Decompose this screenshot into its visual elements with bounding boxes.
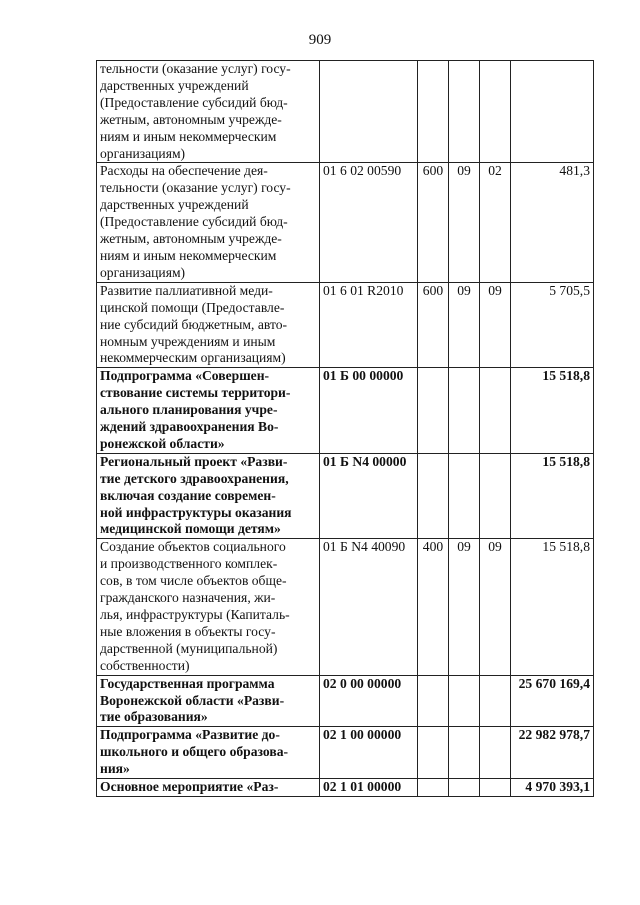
table-row bbox=[97, 539, 594, 675]
row-subsection-cell bbox=[480, 368, 511, 454]
row-section-cell bbox=[449, 779, 480, 797]
row-name-cell: Региональный проект «Разви- тие детского здравоохранения, включая создание современ- ной инфраструктуры оказания медицинской помощи детям» bbox=[97, 453, 320, 539]
row-amount-cell: 15 518,8 bbox=[511, 539, 594, 675]
table-row bbox=[97, 675, 594, 727]
row-section-cell bbox=[449, 453, 480, 539]
row-code-cell: 01 Б N4 00000 bbox=[320, 453, 418, 539]
row-subsection-cell: 02 bbox=[480, 163, 511, 282]
row-name-cell: Расходы на обеспечение дея- тельности (оказание услуг) госу- дарственных учреждений (Предоставление субсидий бюд- жетным, автономным учрежде- ниям и иным некоммерческим организациям) bbox=[97, 163, 320, 282]
row-name-cell: Создание объектов социального и производственного комплек- сов, в том числе объектов обще- гражданского назначения, жи- лья, инфраструктуры (Капиталь- ные вложения в объекты госу- дарственной (муниципальной) собственности) bbox=[97, 539, 320, 675]
row-section-cell bbox=[449, 675, 480, 727]
row-code-cell: 02 1 01 00000 bbox=[320, 779, 418, 797]
row-name-cell: Государственная программа Воронежской области «Разви- тие образования» bbox=[97, 675, 320, 727]
row-amount-cell: 15 518,8 bbox=[511, 453, 594, 539]
row-section-cell: 09 bbox=[449, 282, 480, 368]
row-section-cell bbox=[449, 727, 480, 779]
row-amount-cell: 4 970 393,1 bbox=[511, 779, 594, 797]
row-code-cell: 02 1 00 00000 bbox=[320, 727, 418, 779]
row-code-cell: 01 6 01 R2010 bbox=[320, 282, 418, 368]
budget-table bbox=[96, 60, 594, 797]
row-amount-cell: 25 670 169,4 bbox=[511, 675, 594, 727]
row-code-cell: 01 Б 00 00000 bbox=[320, 368, 418, 454]
row-amount-cell: 5 705,5 bbox=[511, 282, 594, 368]
row-amount-cell: 481,3 bbox=[511, 163, 594, 282]
row-expense-type-cell bbox=[418, 368, 449, 454]
row-expense-type-cell: 600 bbox=[418, 163, 449, 282]
row-code-cell: 02 0 00 00000 bbox=[320, 675, 418, 727]
row-amount-cell: 22 982 978,7 bbox=[511, 727, 594, 779]
table-row bbox=[97, 163, 594, 282]
row-section-cell bbox=[449, 61, 480, 163]
row-expense-type-cell bbox=[418, 779, 449, 797]
table-row bbox=[97, 282, 594, 368]
row-expense-type-cell: 600 bbox=[418, 282, 449, 368]
row-subsection-cell: 09 bbox=[480, 282, 511, 368]
row-code-cell bbox=[320, 61, 418, 163]
row-subsection-cell bbox=[480, 453, 511, 539]
row-name-cell: Подпрограмма «Развитие до- школьного и общего образова- ния» bbox=[97, 727, 320, 779]
row-amount-cell bbox=[511, 61, 594, 163]
row-name-cell: Подпрограмма «Совершен- ствование системы территори- ального планирования учре- ждений здравоохранения Во- ронежской области» bbox=[97, 368, 320, 454]
table-row bbox=[97, 727, 594, 779]
row-subsection-cell bbox=[480, 727, 511, 779]
row-code-cell: 01 Б N4 40090 bbox=[320, 539, 418, 675]
row-expense-type-cell bbox=[418, 675, 449, 727]
row-code-cell: 01 6 02 00590 bbox=[320, 163, 418, 282]
row-name-cell: Основное мероприятие «Раз- bbox=[97, 779, 320, 797]
row-section-cell: 09 bbox=[449, 539, 480, 675]
row-section-cell: 09 bbox=[449, 163, 480, 282]
row-subsection-cell bbox=[480, 675, 511, 727]
row-section-cell bbox=[449, 368, 480, 454]
row-subsection-cell bbox=[480, 61, 511, 163]
page-number: 909 bbox=[308, 32, 332, 48]
table-row bbox=[97, 453, 594, 539]
row-subsection-cell bbox=[480, 779, 511, 797]
row-expense-type-cell bbox=[418, 727, 449, 779]
row-expense-type-cell bbox=[418, 453, 449, 539]
row-subsection-cell: 09 bbox=[480, 539, 511, 675]
budget-table-body bbox=[97, 61, 594, 797]
row-amount-cell: 15 518,8 bbox=[511, 368, 594, 454]
row-name-cell: тельности (оказание услуг) госу- дарственных учреждений (Предоставление субсидий бюд- жетным, автономным учрежде- ниям и иным некоммерческим организациям) bbox=[97, 61, 320, 163]
row-expense-type-cell bbox=[418, 61, 449, 163]
table-row bbox=[97, 779, 594, 797]
row-expense-type-cell: 400 bbox=[418, 539, 449, 675]
table-row bbox=[97, 368, 594, 454]
row-name-cell: Развитие паллиативной меди- цинской помощи (Предоставле- ние субсидий бюджетным, авто- номным учреждениям и иным некоммерческим организациям) bbox=[97, 282, 320, 368]
table-row bbox=[97, 61, 594, 163]
